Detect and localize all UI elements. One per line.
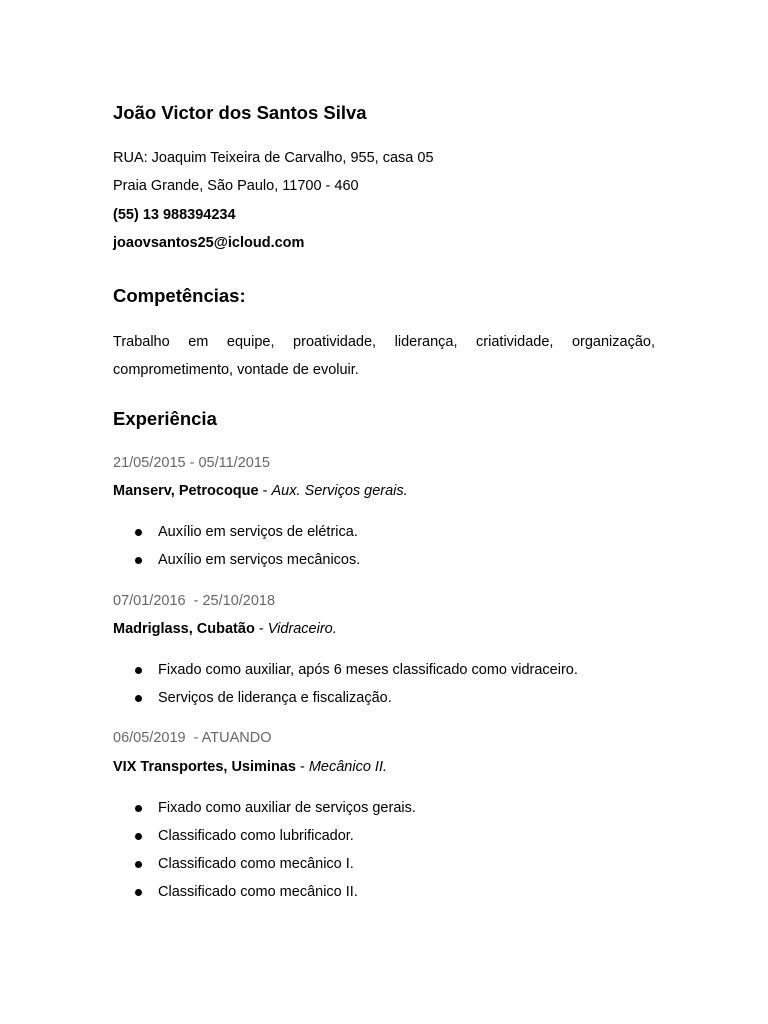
list-item [135,546,360,574]
bullet-icon [135,805,142,812]
bullet-icon [135,529,142,536]
bullet-icon [135,833,142,840]
list-item [135,878,416,906]
bullet-icon [135,695,142,702]
email-address: joaovsantos25@icloud.com [113,235,305,251]
job-title-line [113,621,337,637]
job-title-line [113,483,408,499]
list-item [135,850,416,878]
list-item [135,684,578,712]
job-separator: - [254,621,268,637]
job-separator: - [295,759,309,775]
list-item-text: Fixado como auxiliar, após 6 meses classificado como vidraceiro. [158,662,578,678]
list-item-text: Auxílio em serviços mecânicos. [158,552,361,568]
candidate-name: João Victor dos Santos Silva [113,102,367,123]
job-title-line [113,759,387,775]
bullet-icon [135,667,142,674]
list-item [135,518,360,546]
job-duties-list [135,656,578,712]
job-duties-list [135,794,416,906]
list-item [135,822,416,850]
job-company: VIX Transportes, Usiminas [113,759,296,775]
bullet-icon [135,557,142,564]
job-separator: - [258,483,272,499]
job-dates: 06/05/2019 - ATUANDO [113,730,272,746]
skills-text: Trabalho em equipe, proatividade, liderança, criatividade, organização, comprometimento, vontade de evoluir. [113,334,655,378]
address-line-1: RUA: Joaquim Teixeira de Carvalho, 955, casa 05 [113,150,434,166]
list-item [135,656,578,684]
skills-heading: Competências: [113,285,246,306]
job-company: Manserv, Petrocoque [113,483,259,499]
job-role: Aux. Serviços gerais. [271,483,408,499]
address-line-2: Praia Grande, São Paulo, 11700 - 460 [113,178,359,194]
job-dates: 07/01/2016 - 25/10/2018 [113,593,276,609]
job-role: Vidraceiro. [267,621,337,637]
experience-heading: Experiência [113,408,217,429]
list-item-text: Fixado como auxiliar de serviços gerais. [158,800,416,816]
job-company: Madriglass, Cubatão [113,621,255,637]
job-dates: 21/05/2015 - 05/11/2015 [113,455,270,471]
list-item-text: Classificado como lubrificador. [158,828,354,844]
phone-number: (55) 13 988394234 [113,207,236,223]
job-role: Mecânico II. [308,759,387,775]
list-item-text: Classificado como mecânico II. [158,884,358,900]
bullet-icon [135,861,142,868]
list-item-text: Serviços de liderança e fiscalização. [158,690,392,706]
list-item [135,794,416,822]
job-duties-list [135,518,360,574]
list-item-text: Classificado como mecânico I. [158,856,354,872]
list-item-text: Auxílio em serviços de elétrica. [158,524,358,540]
bullet-icon [135,889,142,896]
